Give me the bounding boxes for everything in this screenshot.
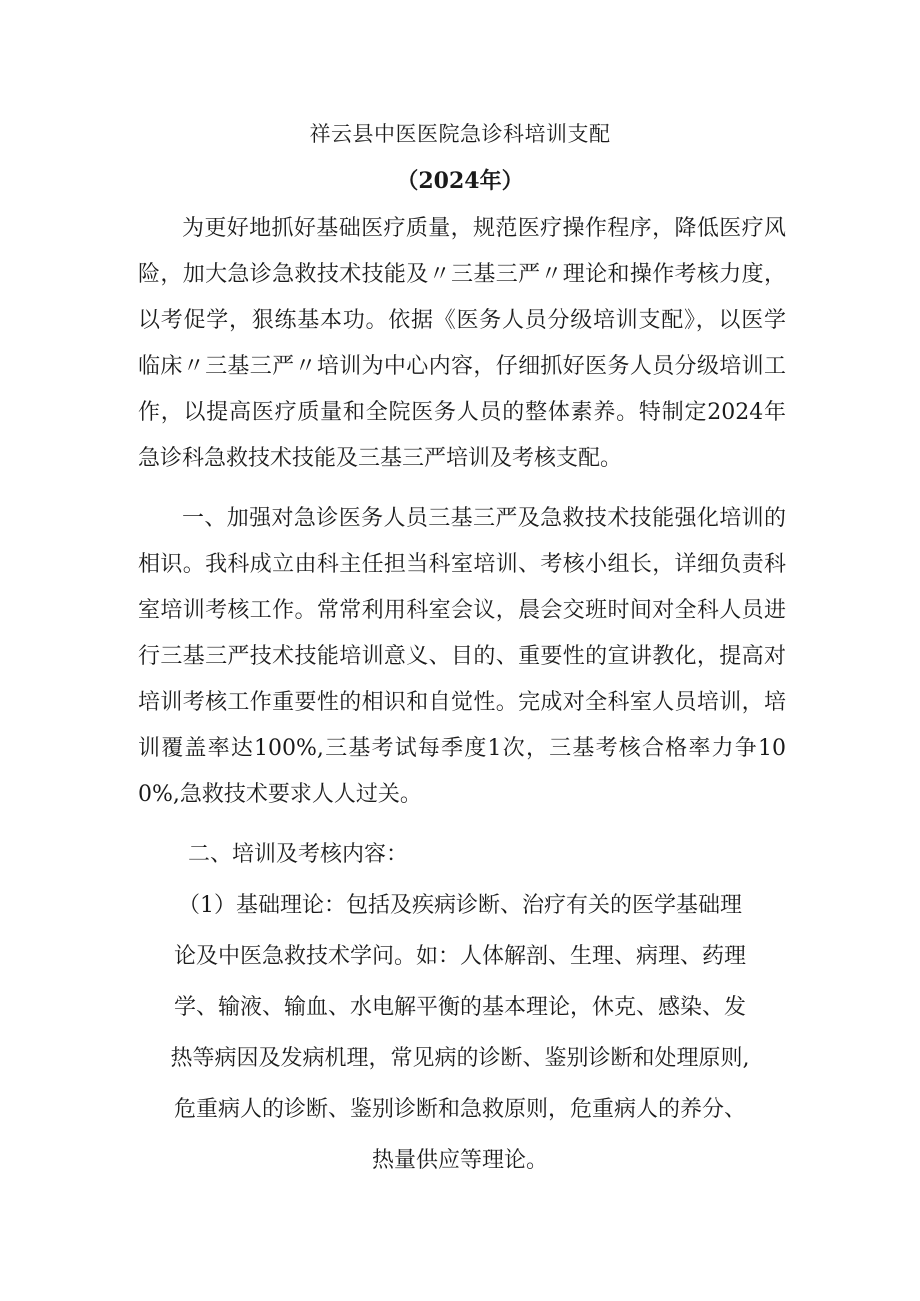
- document-title: 祥云县中医医院急诊科培训支配: [309, 122, 611, 146]
- paragraph-intro: 为更好地抓好基础医疗质量，规范医疗操作程序，降低医疗风险，加大急诊急救技术技能及〃三基三严〃理论和操作考核力度，以考促学，狠练基本功。依据《医务人员分级培训支配》，以医学临床〃三基三严〃培训为中心内容，仔细抓好医务人员分级培训工作，以提高医疗质量和全院医务人员的整体素养。特制定2024年急诊科急救技术技能及三基三严培训及考核支配。: [138, 216, 786, 471]
- item-1-line: 学、输液、输血、水电解平衡的基本理论，休克、感染、发: [173, 995, 746, 1020]
- document-year: （2024年）: [396, 168, 524, 194]
- item-1-line: 危重病人的诊断、鉴别诊断和急救原则，危重病人的养分、: [173, 1097, 746, 1122]
- paragraph-section-2-heading: 二、培训及考核内容：: [188, 842, 409, 867]
- item-1-line: 热等病因及发病机理，常见病的诊断、鉴别诊断和处理原则,: [170, 1046, 750, 1071]
- paragraph-section-1: 一、加强对急诊医务人员三基三严及急救技术技能强化培训的相识。我科成立由科主任担当科室培训、考核小组长，详细负责科室培训考核工作。常常利用科室会议，晨会交班时间对全科人员进行三基三严技术技能培训意义、目的、重要性的宣讲教化，提高对培训考核工作重要性的相识和自觉性。完成对全科室人员培训，培训覆盖率达100%,三基考试每季度1次，三基考核合格率力争100%,急救技术要求人人过关。: [138, 506, 786, 807]
- item-1-line: 论及中医急救技术学问。如：人体解剖、生理、病理、药理: [173, 944, 746, 969]
- item-1-block: [165, 880, 755, 1186]
- item-1-line: （1）基础理论：包括及疾病诊断、治疗有关的医学基础理: [178, 893, 742, 918]
- item-1-line: 热量供应等理论。: [371, 1148, 548, 1173]
